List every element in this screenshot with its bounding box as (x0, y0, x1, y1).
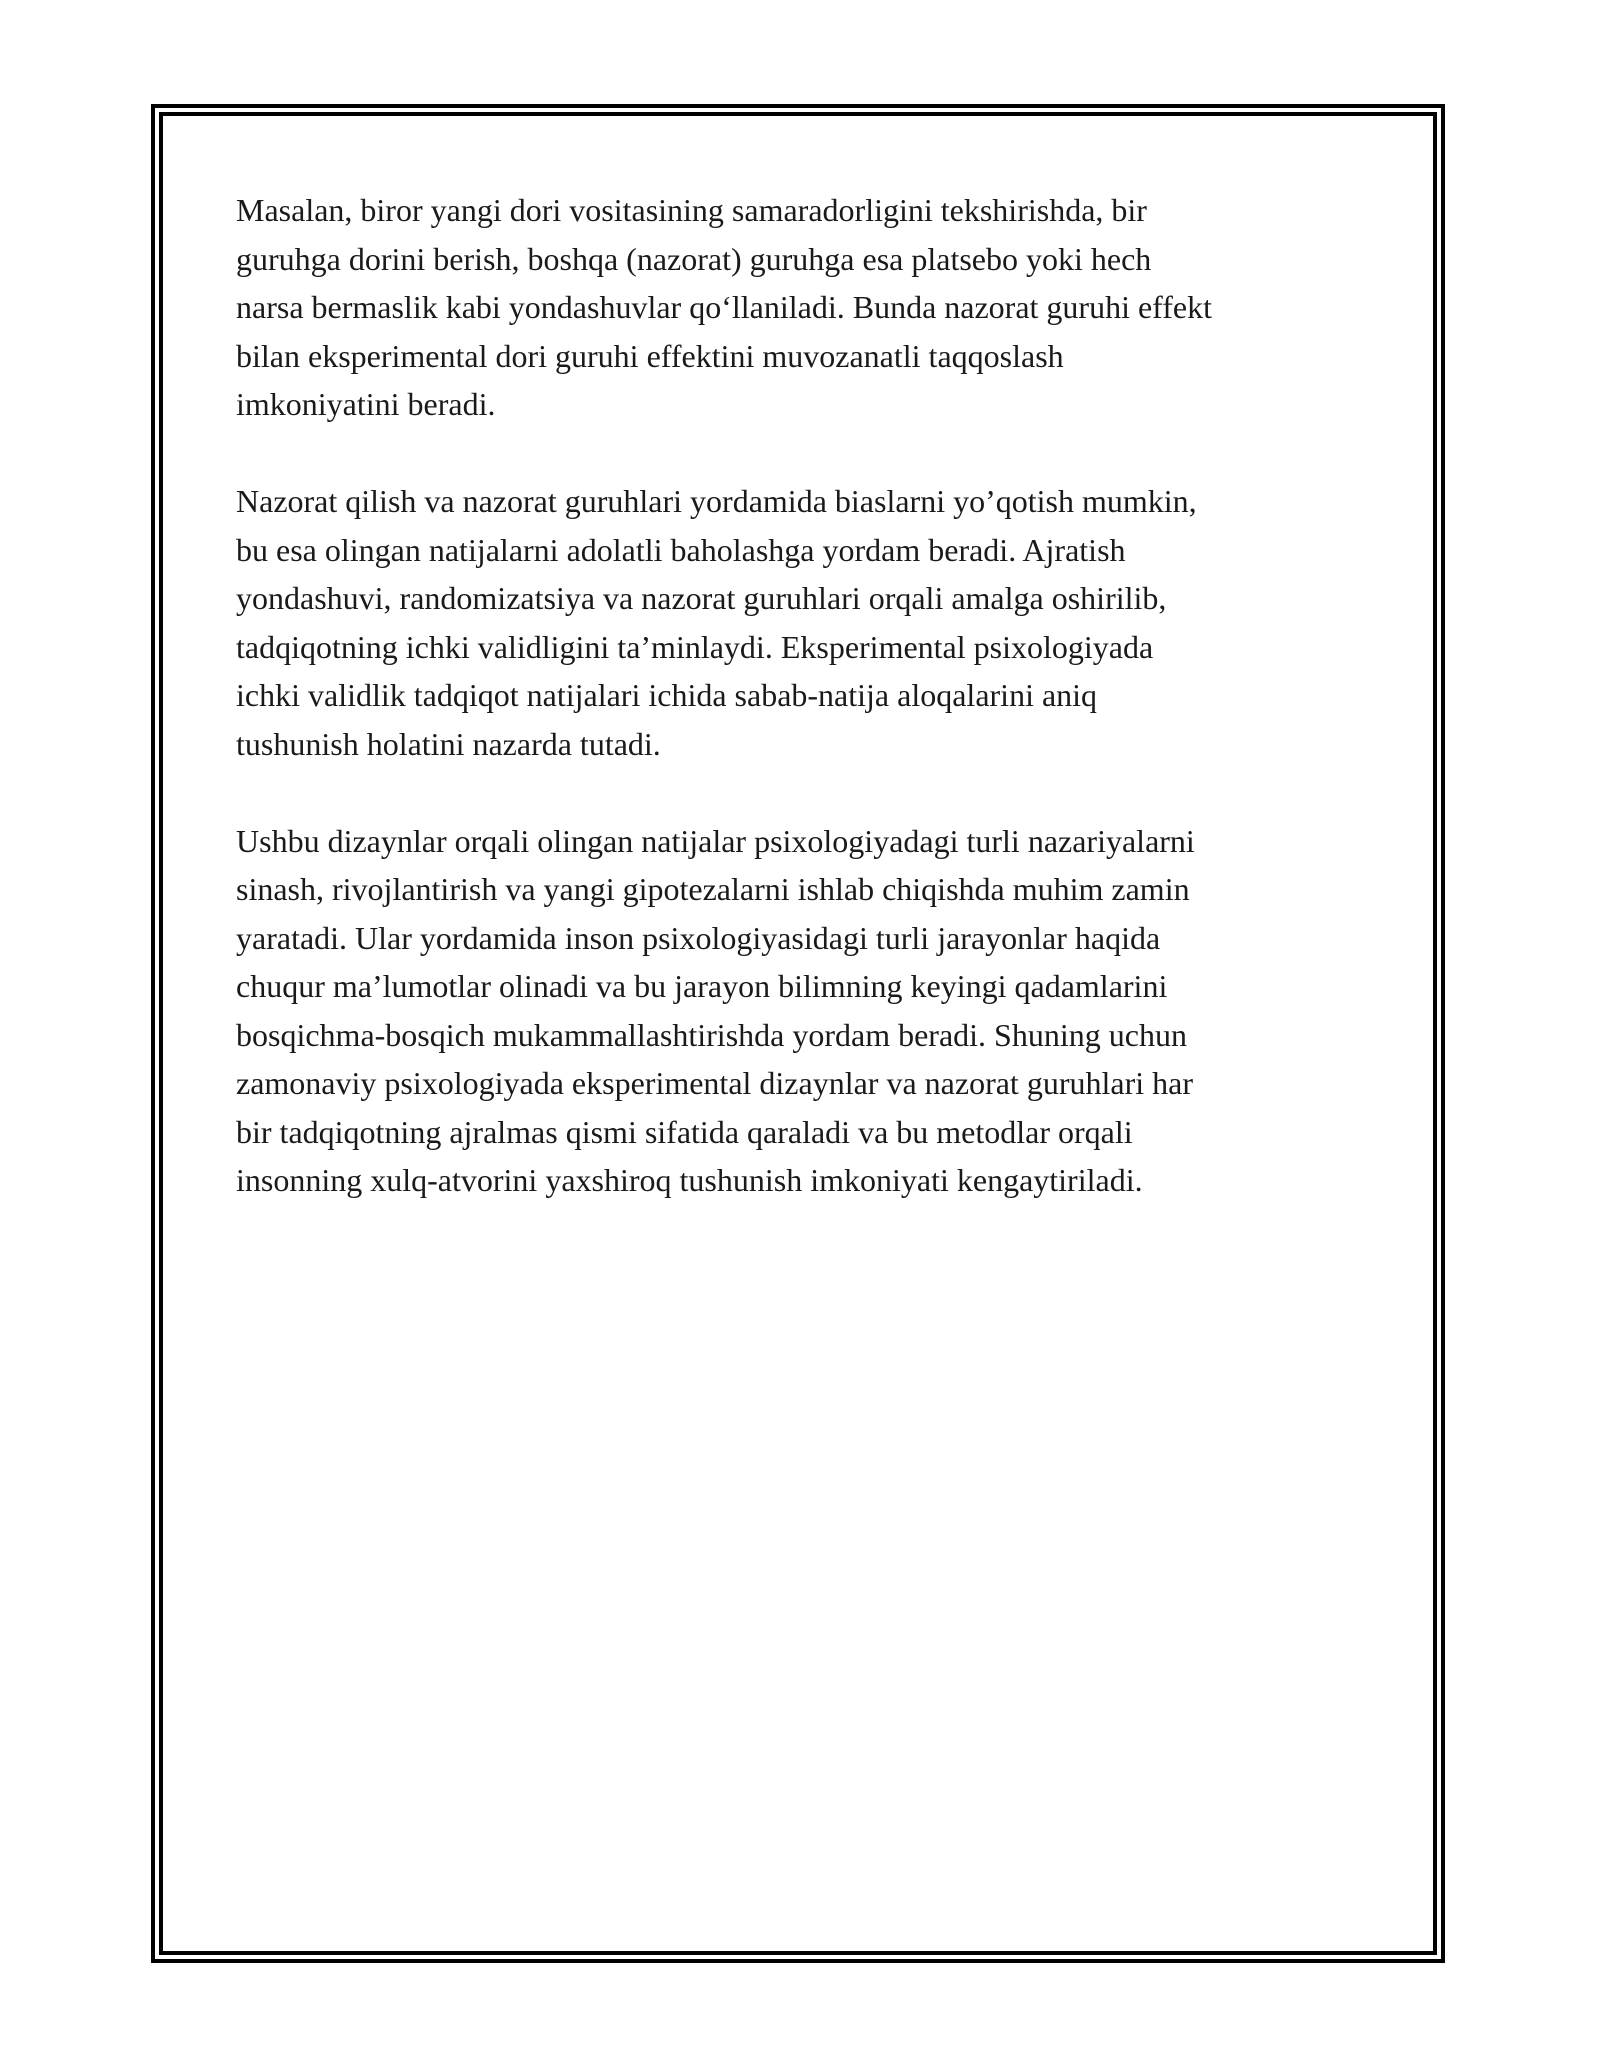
document-body (236, 186, 1376, 1253)
text-line: guruhga dorini berish, boshqa (nazorat) guruhga esa platsebo yoki hech (236, 240, 1152, 277)
paragraph-3 (236, 817, 1376, 1205)
text-line: yondashuvi, randomizatsiya va nazorat guruhlari orqali amalga oshirilib, (236, 580, 1167, 616)
text-line: narsa bermaslik kabi yondashuvlar qo‘llaniladi. Bunda nazorat guruhi effekt (236, 289, 1212, 325)
paragraph-2 (236, 477, 1376, 768)
text-line: bosqichma-bosqich mukammallashtirishda yordam beradi. Shuning uchun (236, 1016, 1187, 1053)
text-line: insonning xulq-atvorini yaxshiroq tushunish imkoniyati kengaytiriladi. (236, 1162, 1143, 1198)
text-line: Masalan, biror yangi dori vositasining samaradorligini tekshirishda, bir (236, 192, 1147, 228)
text-line: zamonaviy psixologiyada eksperimental dizaynlar va nazorat guruhlari har (236, 1065, 1193, 1101)
paragraph-1 (236, 186, 1376, 429)
text-line: Nazorat qilish va nazorat guruhlari yordamida biaslarni yo’qotish mumkin, (236, 483, 1197, 519)
text-line: tushunish holatini nazarda tutadi. (236, 725, 661, 762)
text-line: ichki validlik tadqiqot natijalari ichida sabab-natija aloqalarini aniq (236, 677, 1098, 713)
text-line: chuqur ma’lumotlar olinadi va bu jarayon bilimning keyingi qadamlarini (236, 968, 1168, 1004)
text-line: bir tadqiqotning ajralmas qismi sifatida qaraladi va bu metodlar orqali (236, 1113, 1133, 1150)
text-line: yaratadi. Ular yordamida inson psixologiyasidagi turli jarayonlar haqida (236, 919, 1161, 956)
text-line: bilan eksperimental dori guruhi effektini muvozanatli taqqoslash (236, 337, 1064, 374)
text-line: tadqiqotning ichki validligini ta’minlaydi. Eksperimental psixologiyada (236, 628, 1154, 665)
text-line: Ushbu dizaynlar orqali olingan natijalar psixologiyadagi turli nazariyalarni (236, 822, 1195, 859)
text-line: imkoniyatini beradi. (236, 386, 496, 422)
text-line: bu esa olingan natijalarni adolatli baholashga yordam beradi. Ajratish (236, 531, 1126, 568)
text-line: sinash, rivojlantirish va yangi gipotezalarni ishlab chiqishda muhim zamin (236, 871, 1190, 907)
